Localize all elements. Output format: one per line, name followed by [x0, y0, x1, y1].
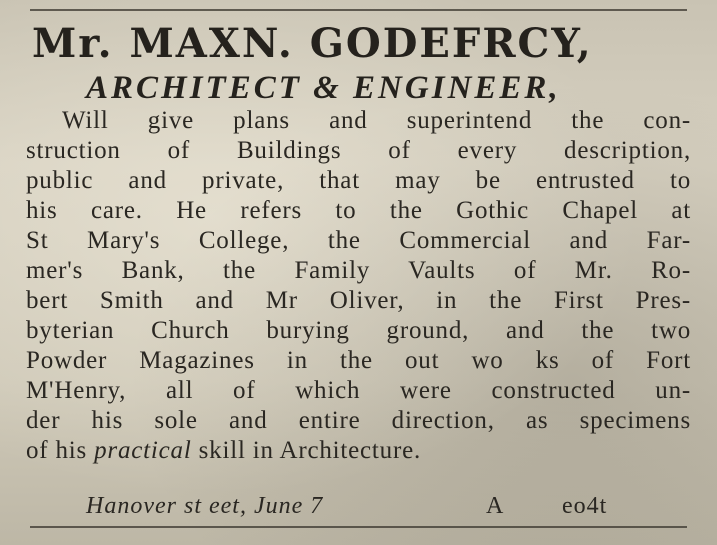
body-line: St Mary's College, the Commercial and Far- [26, 227, 691, 254]
body-line: Will give plans and superintend the con- [62, 107, 691, 134]
advertisement-heading: Mr. MAXN. GODEFRCY, [32, 20, 593, 67]
last-line-italic: practical [94, 437, 192, 464]
advertisement-subheading: ARCHITECT & ENGINEER, [86, 70, 561, 106]
body-line: mer's Bank, the Family Vaults of Mr. Ro- [26, 257, 691, 284]
body-line: der his sole and entire direction, as specimens [26, 407, 691, 434]
body-line: public and private, that may be entrusted to [26, 167, 691, 194]
footer-number: eo4t [562, 493, 608, 519]
advertisement-footer [86, 492, 626, 520]
body-line: Powder Magazines in the out wo ks of Fort [26, 347, 691, 374]
footer-address-date: Hanover st eet, June 7 [86, 493, 324, 519]
bottom-rule [30, 526, 687, 528]
footer-code: A [486, 493, 504, 519]
body-line: M'Henry, all of which were constructed un- [26, 377, 691, 404]
body-line: struction of Buildings of every description, [26, 137, 691, 164]
body-line: byterian Church burying ground, and the two [26, 317, 691, 344]
top-rule [30, 9, 687, 11]
body-line: bert Smith and Mr Oliver, in the First Pres- [26, 287, 691, 314]
body-line: his care. He refers to the Gothic Chapel at [26, 197, 691, 224]
last-line-start: of his [26, 437, 95, 464]
body-last-line [26, 436, 691, 466]
last-line-end: skill in Architecture. [191, 437, 422, 464]
advertisement-body [26, 106, 691, 466]
